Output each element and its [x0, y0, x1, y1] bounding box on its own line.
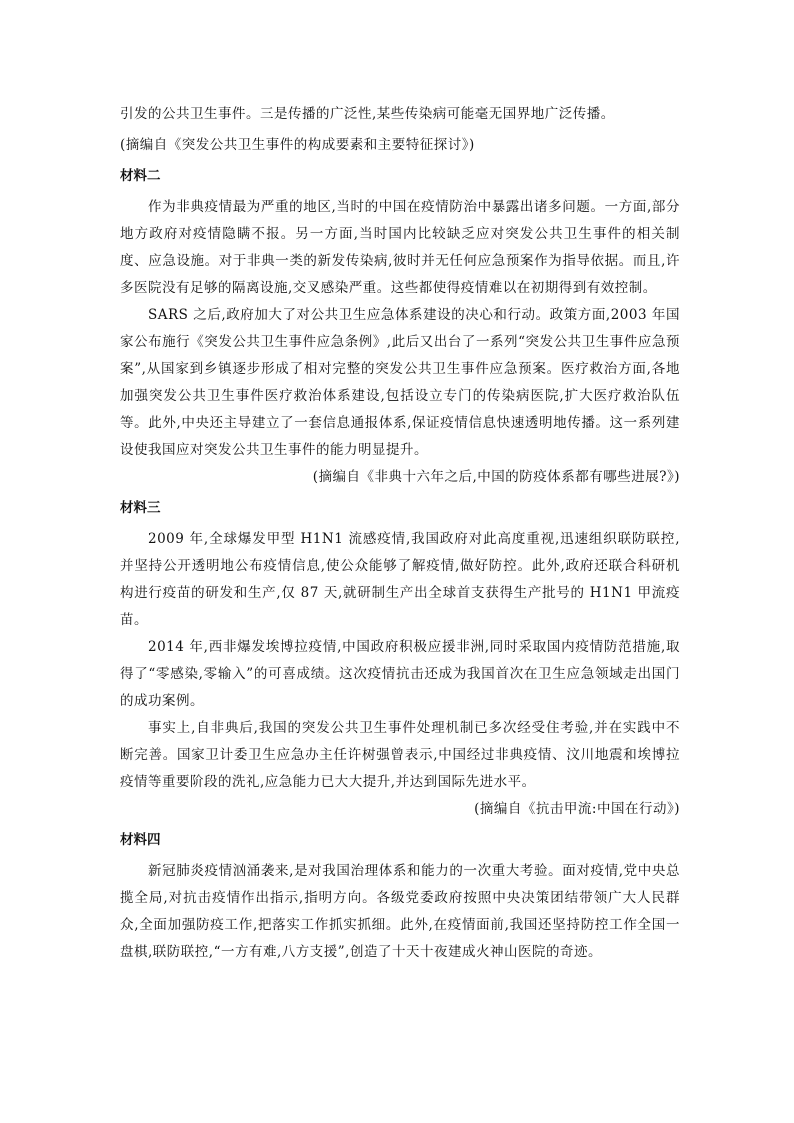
source-citation-3: (摘编自《抗击甲流:中国在行动》) — [474, 801, 680, 817]
material-3-paragraph-2: 2014 年,西非爆发埃博拉疫情,中国政府积极应援非洲,同时采取国内疫情防范措施,取得了“零感染,零输入”的可喜成绩。这次疫情抗击还成为我国首次在卫生应急领域走出国门的成功案例。 — [120, 639, 680, 709]
material-2-heading: 材料二 — [120, 168, 161, 184]
material-4-heading: 材料四 — [120, 832, 161, 848]
continuation-paragraph: 引发的公共卫生事件。三是传播的广泛性,某些传染病可能毫无国界地广泛传播。 — [120, 106, 615, 122]
material-2-paragraph-2: SARS 之后,政府加大了对公共卫生应急体系建设的决心和行动。政策方面,2003 年国家公布施行《突发公共卫生事件应急条例》,此后又出台了一系列“突发公共卫生事件应急预案”,从国家到乡镇逐步形成了相对完整的突发公共卫生事件应急预案。医疗救治方面,各地加强突发公共卫生事件医疗救治体系建设,包括设立专门的传染病医院,扩大医疗救治队伍等。此外,中央还主导建立了一套信息通报体系,保证疫情信息快速透明地传播。这一系列建设使我国应对突发公共卫生事件的能力明显提升。 — [120, 307, 680, 458]
material-3-paragraph-3: 事实上,自非典后,我国的突发公共卫生事件处理机制已多次经受住考验,并在实践中不断完善。国家卫计委卫生应急办主任许树强曾表示,中国经过非典疫情、汶川地震和埃博拉疫情等重要阶段的洗礼,应急能力已大大提升,并达到国际先进水平。 — [120, 720, 680, 790]
material-4-paragraph-1: 新冠肺炎疫情汹涌袭来,是对我国治理体系和能力的一次重大考验。面对疫情,党中央总揽全局,对抗击疫情作出指示,指明方向。各级党委政府按照中央决策团结带领广大人民群众,全面加强防疫工作,把落实工作抓实抓细。此外,在疫情面前,我国还坚持防控工作全国一盘棋,联防联控,“一方有难,八方支援”,创造了十天十夜建成火神山医院的奇迹。 — [120, 863, 680, 960]
material-3-paragraph-1: 2009 年,全球爆发甲型 H1N1 流感疫情,我国政府对此高度重视,迅速组织联防联控,并坚持公开透明地公布疫情信息,使公众能够了解疫情,做好防控。此外,政府还联合科研机构进行疫苗的研发和生产,仅 87 天,就研制生产出全球首支获得生产批号的 H1N1 甲流疫苗。 — [120, 531, 680, 628]
source-citation-1: (摘编自《突发公共卫生事件的构成要素和主要特征探讨》) — [120, 137, 475, 153]
document-body — [120, 101, 680, 966]
source-citation-2: (摘编自《非典十六年之后,中国的防疫体系都有哪些进展?》) — [312, 469, 680, 485]
material-3-heading: 材料三 — [120, 500, 161, 516]
material-2-paragraph-1: 作为非典疫情最为严重的地区,当时的中国在疫情防治中暴露出诸多问题。一方面,部分地方政府对疫情隐瞒不报。另一方面,当时国内比较缺乏应对突发公共卫生事件的相关制度、应急设施。对于非典一类的新发传染病,彼时并无任何应急预案作为指导依据。而且,许多医院没有足够的隔离设施,交叉感染严重。这些都使得疫情难以在初期得到有效控制。 — [120, 199, 680, 296]
